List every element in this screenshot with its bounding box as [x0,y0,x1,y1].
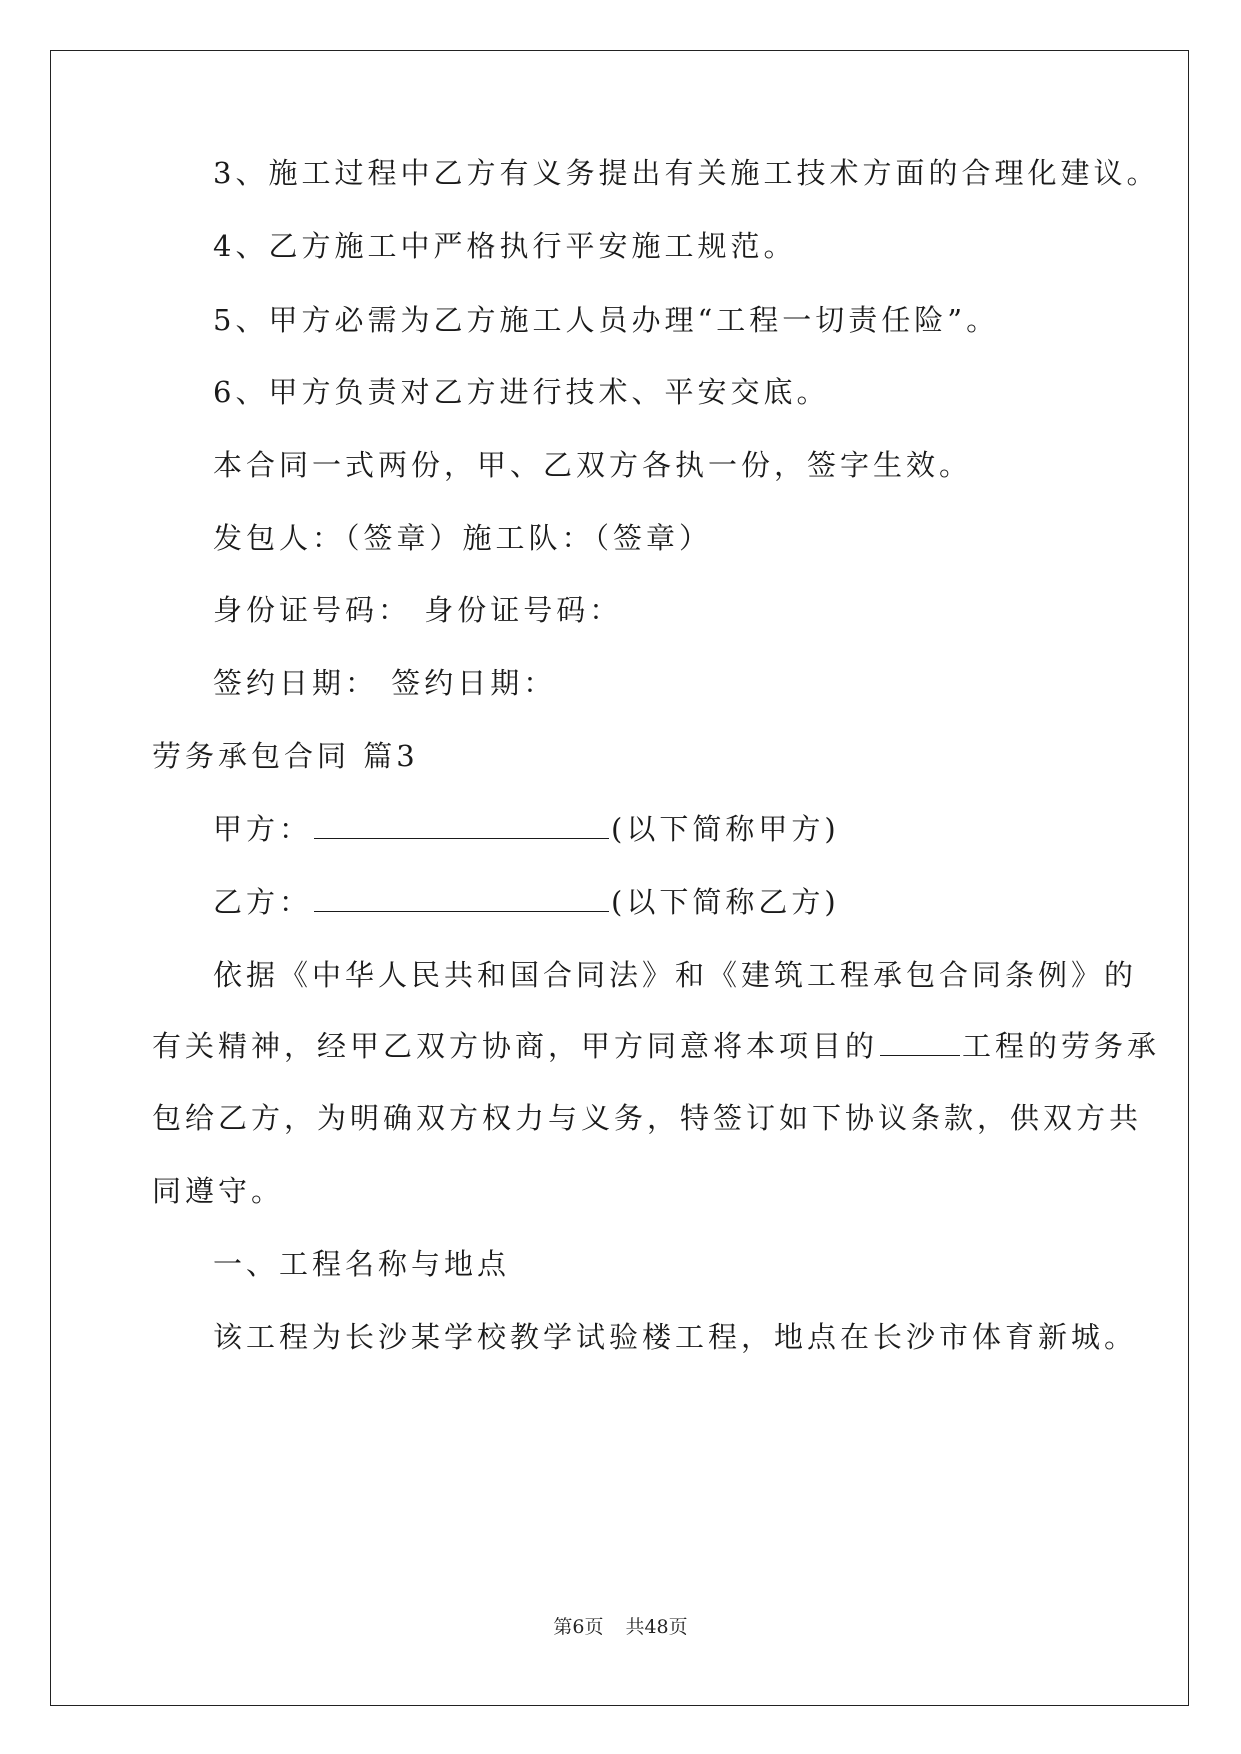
basis-line2-text-a: 有关精神，经甲乙双方协商，甲方同意将本项目的 [152,1029,879,1063]
basis-line2-text-b: 工程的劳务承 [962,1029,1161,1063]
copies-statement: 本合同一式两份，甲、乙双方各执一份，签字生效。 [213,448,973,482]
sign-date-line: 签约日期： 签约日期： [213,666,557,700]
page-border [50,50,1189,1706]
basis-paragraph-line3: 包给乙方，为明确双方权力与义务，特签订如下协议条款，供双方共 [152,1101,1143,1135]
party-b-blank [314,885,609,912]
project-description: 该工程为长沙某学校教学试验楼工程，地点在长沙市体育新城。 [213,1320,1138,1354]
project-name-blank [880,1029,960,1056]
party-b-label: 乙方： [213,885,313,919]
party-a-blank [314,812,609,839]
page-number: 第6页 [553,1616,604,1638]
party-b-line [213,882,840,922]
clause-6: 6、甲方负责对乙方进行技术、平安交底。 [213,375,830,409]
page-total: 共48页 [625,1616,688,1638]
clause-5: 5、甲方必需为乙方施工人员办理“工程一切责任险”。 [213,303,1000,337]
clause-3: 3、施工过程中乙方有义务提出有关施工技术方面的合理化建议。 [213,156,1160,190]
party-a-label: 甲方： [213,812,313,846]
heading-project-name-location: 一、工程名称与地点 [213,1247,511,1281]
basis-paragraph-line2 [152,1026,1160,1066]
party-a-line [213,809,840,849]
section-title: 劳务承包合同 篇3 [152,739,419,773]
signature-line: 发包人：（签章）施工队：（签章） [213,521,713,555]
basis-paragraph-line4: 同遵守。 [152,1174,285,1208]
clause-4: 4、乙方施工中严格执行平安施工规范。 [213,229,797,263]
party-a-suffix: (以下简称甲方) [611,812,840,846]
basis-paragraph-line1: 依据《中华人民共和国合同法》和《建筑工程承包合同条例》的 [213,958,1138,992]
party-b-suffix: (以下简称乙方) [611,885,840,919]
id-number-line: 身份证号码： 身份证号码： [213,593,623,627]
page-footer [0,1612,1241,1639]
